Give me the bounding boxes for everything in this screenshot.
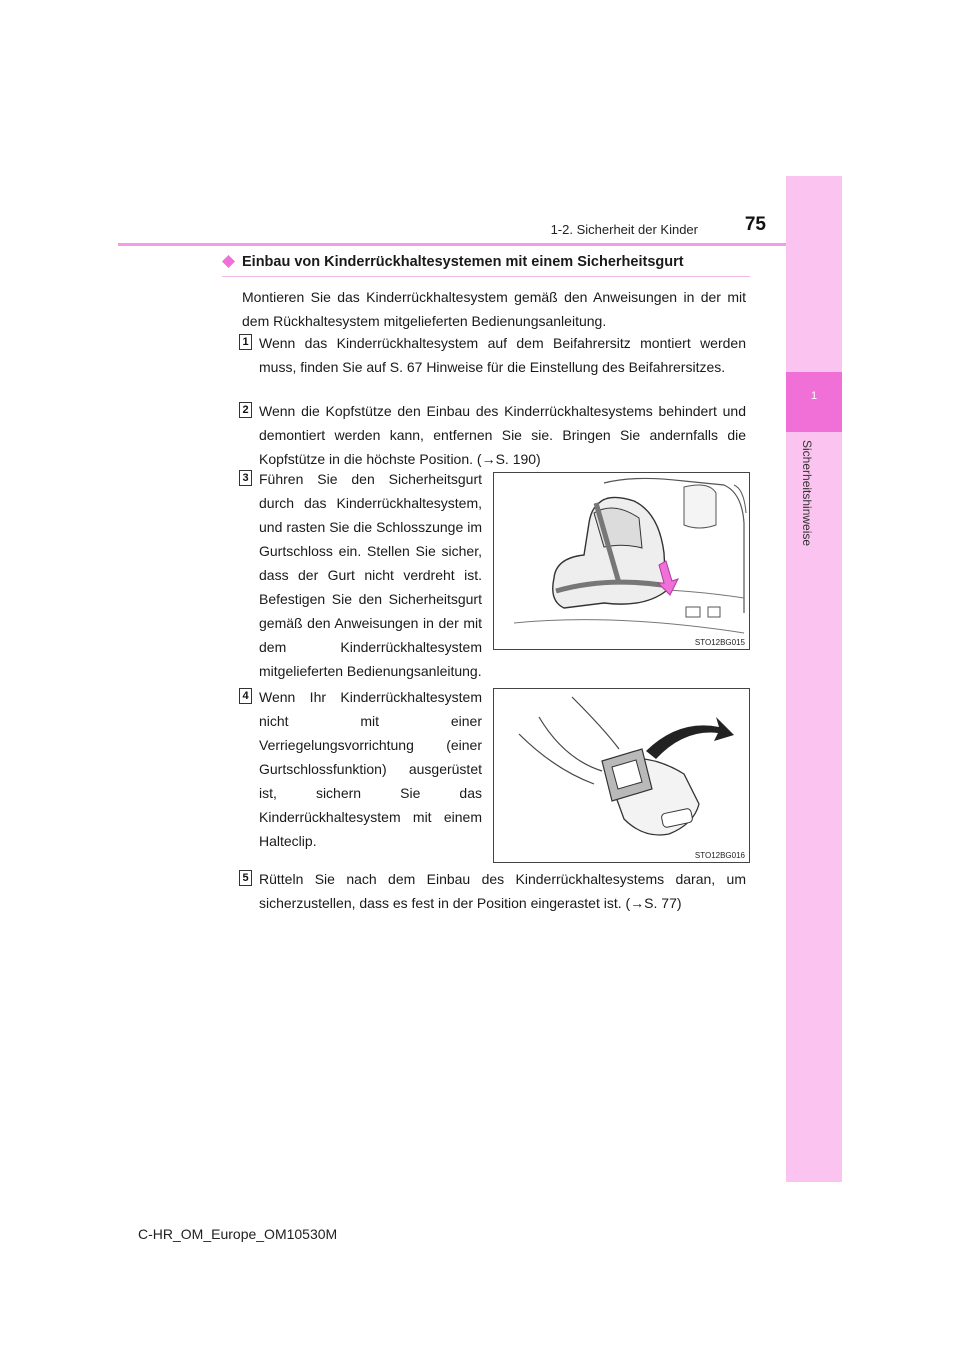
- step-text: Führen Sie den Sicherheitsgurt durch das Kinderrückhaltesystem, und rasten Sie die Schlosszunge im Gurtschloss ein. Stellen Sie sicher, dass der Gurt nicht verdreht ist. Befestigen Sie den Sicherheitsgurt gemäß den Anweisungen in der mit dem Kinderrückhaltesystem mitgelieferten Bedienungsanleitung.: [259, 471, 482, 679]
- footer-document-id: C-HR_OM_Europe_OM10530M: [138, 1226, 338, 1242]
- chapter-side-tab: [786, 176, 842, 1182]
- step-number-badge: 2: [239, 402, 252, 418]
- child-seat-illustration: [494, 473, 749, 649]
- page-number: 75: [744, 214, 766, 235]
- chapter-side-tab-active: [786, 372, 842, 432]
- figure-code: STO12BG015: [694, 638, 745, 647]
- step-number-badge: 1: [239, 334, 252, 350]
- chapter-number: 1: [810, 390, 818, 402]
- step-number-badge: 5: [239, 870, 252, 886]
- figure-child-seat: [493, 472, 750, 650]
- figure-locking-clip: [493, 688, 750, 863]
- section-heading-text: Einbau von Kinderrückhaltesystemen mit einem Sicherheitsgurt: [242, 254, 684, 270]
- step-text: Wenn das Kinderrückhaltesystem auf dem Beifahrersitz montiert werden muss, finden Sie auf S. 67 Hinweise für die Einstellung des Beifahrersitzes.: [259, 335, 746, 375]
- diamond-bullet-icon: [222, 255, 235, 268]
- header-section-title: 1-2. Sicherheit der Kinder: [550, 222, 698, 237]
- step-text: Rütteln Sie nach dem Einbau des Kinderrückhaltesystems daran, um sicherzustellen, dass es fest in der Position eingerastet ist. (→S. 77): [259, 871, 746, 911]
- step-number-badge: 3: [239, 470, 252, 486]
- step-text: Wenn Ihr Kinderrückhaltesystem nicht mit einer Verriegelungsvorrichtung (einer Gurtschlossfunktion) ausgerüstet ist, sichern Sie das Kinderrückhaltesystem mit einem Halteclip.: [259, 689, 482, 849]
- section-heading: [222, 254, 750, 277]
- step-number-badge: 4: [239, 688, 252, 704]
- step-text: Wenn die Kopfstütze den Einbau des Kinderrückhaltesystems behindert und demontiert werden kann, entfernen Sie sie. Bringen Sie andernfalls die Kopfstütze in die höchste Position. (→S. 190): [259, 403, 746, 467]
- figure-code: STO12BG016: [694, 851, 745, 860]
- header-rule: [118, 243, 786, 246]
- chapter-title: Sicherheitshinweise: [800, 440, 814, 547]
- section-intro: Montieren Sie das Kinderrückhaltesystem gemäß den Anweisungen in der mit dem Rückhaltesystem mitgelieferten Bedienungsanleitung.: [242, 289, 746, 329]
- locking-clip-illustration: [494, 689, 749, 862]
